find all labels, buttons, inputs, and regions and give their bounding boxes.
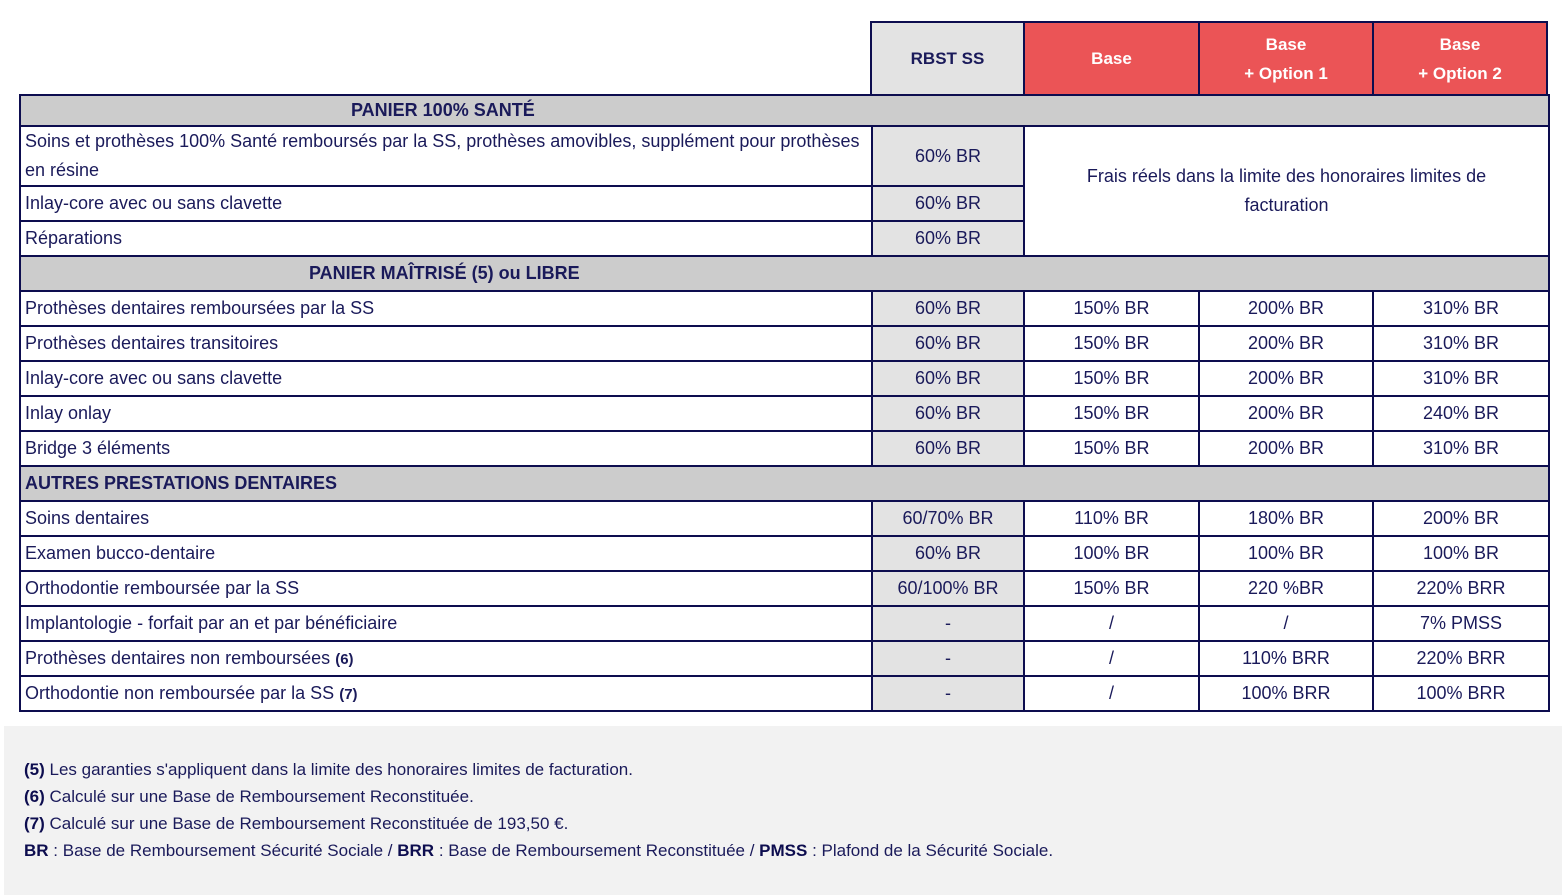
glossary-abbr-pmss: PMSS bbox=[759, 841, 808, 860]
table-row bbox=[20, 291, 1549, 326]
table-row bbox=[20, 396, 1549, 431]
option2-value: 200% BR bbox=[1373, 501, 1549, 536]
rbst-value: - bbox=[872, 641, 1024, 676]
footnote-6 bbox=[24, 783, 1562, 810]
section-title-panier-100-sante: PANIER 100% SANTÉ bbox=[20, 95, 1549, 126]
glossary-abbr-brr: BRR bbox=[397, 841, 435, 860]
rbst-value: 60/100% BR bbox=[872, 571, 1024, 606]
rbst-value: - bbox=[872, 606, 1024, 641]
row-label: Implantologie - forfait par an et par bénéficiaire bbox=[20, 606, 872, 641]
base-value: 150% BR bbox=[1024, 431, 1199, 466]
base-value: 150% BR bbox=[1024, 571, 1199, 606]
section-title-autres-prestations: AUTRES PRESTATIONS DENTAIRES bbox=[20, 466, 1549, 501]
rbst-value: 60% BR bbox=[872, 431, 1024, 466]
base-value: / bbox=[1024, 606, 1199, 641]
footnote-text: Calculé sur une Base de Remboursement Reconstituée de 193,50 €. bbox=[44, 814, 569, 833]
table-row bbox=[20, 571, 1549, 606]
base-value: / bbox=[1024, 676, 1199, 711]
base-value: 110% BR bbox=[1024, 501, 1199, 536]
option2-value: 310% BR bbox=[1373, 291, 1549, 326]
footnote-ref: (7) bbox=[24, 814, 45, 833]
footnotes-panel bbox=[4, 726, 1562, 895]
option2-value: 100% BRR bbox=[1373, 676, 1549, 711]
row-label: Inlay-core avec ou sans clavette bbox=[20, 186, 872, 221]
row-label: Inlay-core avec ou sans clavette bbox=[20, 361, 872, 396]
section-title-panier-maitrise: PANIER MAÎTRISÉ (5) ou LIBRE bbox=[20, 256, 1549, 291]
rbst-value: 60% BR bbox=[872, 291, 1024, 326]
option1-value: 200% BR bbox=[1199, 396, 1373, 431]
option2-value: 100% BR bbox=[1373, 536, 1549, 571]
rbst-value: 60% BR bbox=[872, 186, 1024, 221]
row-label: Prothèses dentaires remboursées par la SS bbox=[20, 291, 872, 326]
rbst-value: 60% BR bbox=[872, 536, 1024, 571]
rbst-value: 60% BR bbox=[872, 126, 1024, 186]
row-label: Réparations bbox=[20, 221, 872, 256]
option1-value: 200% BR bbox=[1199, 326, 1373, 361]
row-label: Prothèses dentaires transitoires bbox=[20, 326, 872, 361]
option1-value: / bbox=[1199, 606, 1373, 641]
option1-value: 200% BR bbox=[1199, 431, 1373, 466]
rbst-value: 60% BR bbox=[872, 326, 1024, 361]
option1-value: 100% BR bbox=[1199, 536, 1373, 571]
column-header-option2-line2: + Option 2 bbox=[1418, 63, 1502, 83]
option2-value: 220% BRR bbox=[1373, 571, 1549, 606]
row-label bbox=[20, 641, 872, 676]
glossary-text: : Plafond de la Sécurité Sociale. bbox=[807, 841, 1054, 860]
glossary-text: : Base de Remboursement Reconstituée / bbox=[434, 841, 760, 860]
option1-value: 110% BRR bbox=[1199, 641, 1373, 676]
table-row bbox=[20, 606, 1549, 641]
option1-value: 180% BR bbox=[1199, 501, 1373, 536]
option2-value: 240% BR bbox=[1373, 396, 1549, 431]
rbst-value: - bbox=[872, 676, 1024, 711]
option1-value: 100% BRR bbox=[1199, 676, 1373, 711]
footnote-text: Les garanties s'appliquent dans la limite des honoraires limites de facturation. bbox=[44, 760, 633, 779]
row-label bbox=[20, 676, 872, 711]
row-label: Orthodontie remboursée par la SS bbox=[20, 571, 872, 606]
column-header-option1-line2: + Option 1 bbox=[1244, 63, 1328, 83]
table-row bbox=[20, 431, 1549, 466]
base-value: 150% BR bbox=[1024, 291, 1199, 326]
row-label: Examen bucco-dentaire bbox=[20, 536, 872, 571]
table-row bbox=[20, 126, 1549, 186]
option1-value: 200% BR bbox=[1199, 361, 1373, 396]
footnote-ref: (5) bbox=[24, 760, 45, 779]
option2-value: 310% BR bbox=[1373, 326, 1549, 361]
glossary-abbr-br: BR bbox=[24, 841, 49, 860]
row-label-text: Prothèses dentaires non remboursées bbox=[25, 647, 331, 668]
footnote-text: Calculé sur une Base de Remboursement Reconstituée. bbox=[44, 787, 474, 806]
table-row bbox=[20, 326, 1549, 361]
table-row bbox=[20, 676, 1549, 711]
row-label: Soins dentaires bbox=[20, 501, 872, 536]
footnote-ref: (6) bbox=[24, 787, 45, 806]
merged-frais-reels-cell: Frais réels dans la limite des honoraires limites de facturation bbox=[1024, 126, 1549, 256]
footnote-ref: (7) bbox=[339, 685, 358, 703]
table-row bbox=[20, 536, 1549, 571]
rbst-value: 60/70% BR bbox=[872, 501, 1024, 536]
row-label-text: Orthodontie non remboursée par la SS bbox=[25, 682, 335, 703]
rbst-value: 60% BR bbox=[872, 221, 1024, 256]
table-row bbox=[20, 361, 1549, 396]
footnote-5 bbox=[24, 756, 1562, 783]
column-header-rbst-ss bbox=[870, 21, 1025, 96]
footnote-7 bbox=[24, 810, 1562, 837]
option1-value: 200% BR bbox=[1199, 291, 1373, 326]
column-header-option2-line1: Base bbox=[1439, 34, 1481, 54]
section-header-row bbox=[20, 95, 1549, 126]
base-value: 150% BR bbox=[1024, 396, 1199, 431]
rbst-value: 60% BR bbox=[872, 361, 1024, 396]
option2-value: 7% PMSS bbox=[1373, 606, 1549, 641]
column-header-option1-line1: Base bbox=[1265, 34, 1307, 54]
column-header-base bbox=[1023, 21, 1200, 96]
column-header-option1 bbox=[1198, 21, 1374, 96]
option2-value: 220% BRR bbox=[1373, 641, 1549, 676]
column-header-rbst-ss-label: RBST SS bbox=[910, 49, 985, 68]
footnote-ref: (6) bbox=[335, 650, 354, 668]
row-label: Soins et prothèses 100% Santé remboursés par la SS, prothèses amovibles, supplément pour prothèses en résine bbox=[20, 126, 872, 186]
base-value: / bbox=[1024, 641, 1199, 676]
section-header-row bbox=[20, 466, 1549, 501]
option2-value: 310% BR bbox=[1373, 361, 1549, 396]
option1-value: 220 %BR bbox=[1199, 571, 1373, 606]
rbst-value: 60% BR bbox=[872, 396, 1024, 431]
section-header-row bbox=[20, 256, 1549, 291]
base-value: 150% BR bbox=[1024, 326, 1199, 361]
glossary-line bbox=[24, 837, 1562, 864]
table-row bbox=[20, 501, 1549, 536]
column-header-option2 bbox=[1372, 21, 1548, 96]
base-value: 100% BR bbox=[1024, 536, 1199, 571]
row-label: Bridge 3 éléments bbox=[20, 431, 872, 466]
base-value: 150% BR bbox=[1024, 361, 1199, 396]
table-row bbox=[20, 641, 1549, 676]
dental-coverage-table bbox=[19, 94, 1550, 712]
glossary-text: : Base de Remboursement Sécurité Sociale / bbox=[48, 841, 398, 860]
column-header-base-label: Base bbox=[1091, 49, 1132, 68]
option2-value: 310% BR bbox=[1373, 431, 1549, 466]
row-label: Inlay onlay bbox=[20, 396, 872, 431]
